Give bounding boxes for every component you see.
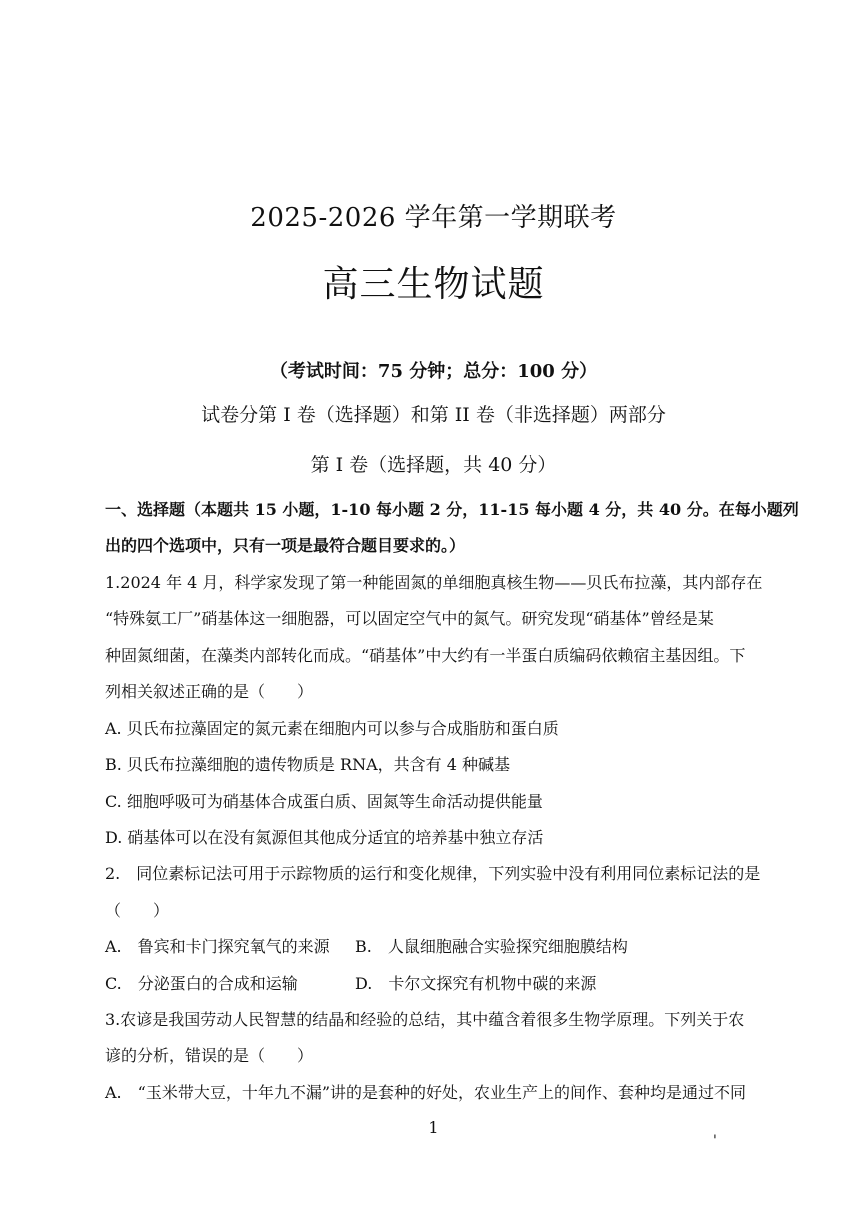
q2-option-d: D. 卡尔文探究有机物中碳的来源: [355, 974, 597, 993]
q3-stem-line1: 3.农谚是我国劳动人民智慧的结晶和经验的总结，其中蕴含着很多生物学原理。下列关于农: [105, 1010, 745, 1029]
page-number: 1: [428, 1118, 439, 1137]
paper-structure: 试卷分第 I 卷（选择题）和第 II 卷（非选择题）两部分: [201, 404, 666, 426]
q2-option-c: C. 分泌蛋白的合成和运输: [105, 974, 298, 993]
corner-mark: ': [713, 1133, 717, 1149]
section-heading-line2: 出的四个选项中，只有一项是最符合题目要求的。）: [105, 536, 466, 555]
q3-option-a: A. “玉米带大豆，十年九不漏”讲的是套种的好处，农业生产上的间作、套种均是通过不同: [105, 1083, 747, 1102]
q1-option-c: C. 细胞呼吸可为硝基体合成蛋白质、固氮等生命活动提供能量: [105, 792, 543, 811]
q1-stem-line4: 列相关叙述正确的是（ ）: [105, 682, 314, 701]
q3-stem-line2: 谚的分析，错误的是（ ）: [105, 1046, 314, 1065]
q2-option-b: B. 人鼠细胞融合实验探究细胞膜结构: [355, 937, 628, 956]
q2-option-a: A. 鲁宾和卡门探究氧气的来源: [105, 937, 330, 956]
q1-option-d: D. 硝基体可以在没有氮源但其他成分适宜的培养基中独立存活: [105, 828, 544, 847]
exam-title: 2025-2026 学年第一学期联考: [250, 203, 617, 233]
exam-info: （考试时间：75 分钟；总分：100 分）: [269, 361, 598, 382]
section-heading-line1: 一、选择题（本题共 15 小题，1-10 每小题 2 分，11-15 每小题 4 分，共 40 分。在每小题列: [105, 500, 799, 519]
q1-stem-line1: 1.2024 年 4 月，科学家发现了第一种能固氮的单细胞真核生物——贝氏布拉藻，其内部存在: [105, 573, 763, 592]
q1-stem-line2: “特殊氨工厂”硝基体这一细胞器，可以固定空气中的氮气。研究发现“硝基体”曾经是某: [105, 609, 714, 628]
q1-option-b: B. 贝氏布拉藻细胞的遗传物质是 RNA，共含有 4 种碱基: [105, 755, 510, 774]
part1-title: 第 I 卷（选择题，共 40 分）: [310, 454, 557, 476]
q1-option-a: A. 贝氏布拉藻固定的氮元素在细胞内可以参与合成脂肪和蛋白质: [105, 719, 559, 738]
q2-stem-line1: 2. 同位素标记法可用于示踪物质的运行和变化规律，下列实验中没有利用同位素标记法的是: [105, 864, 761, 883]
subject-title: 高三生物试题: [322, 264, 545, 305]
q2-stem-line2: （ ）: [105, 901, 170, 920]
q1-stem-line3: 种固氮细菌，在藻类内部转化而成。“硝基体”中大约有一半蛋白质编码依赖宿主基因组。下: [105, 646, 746, 665]
